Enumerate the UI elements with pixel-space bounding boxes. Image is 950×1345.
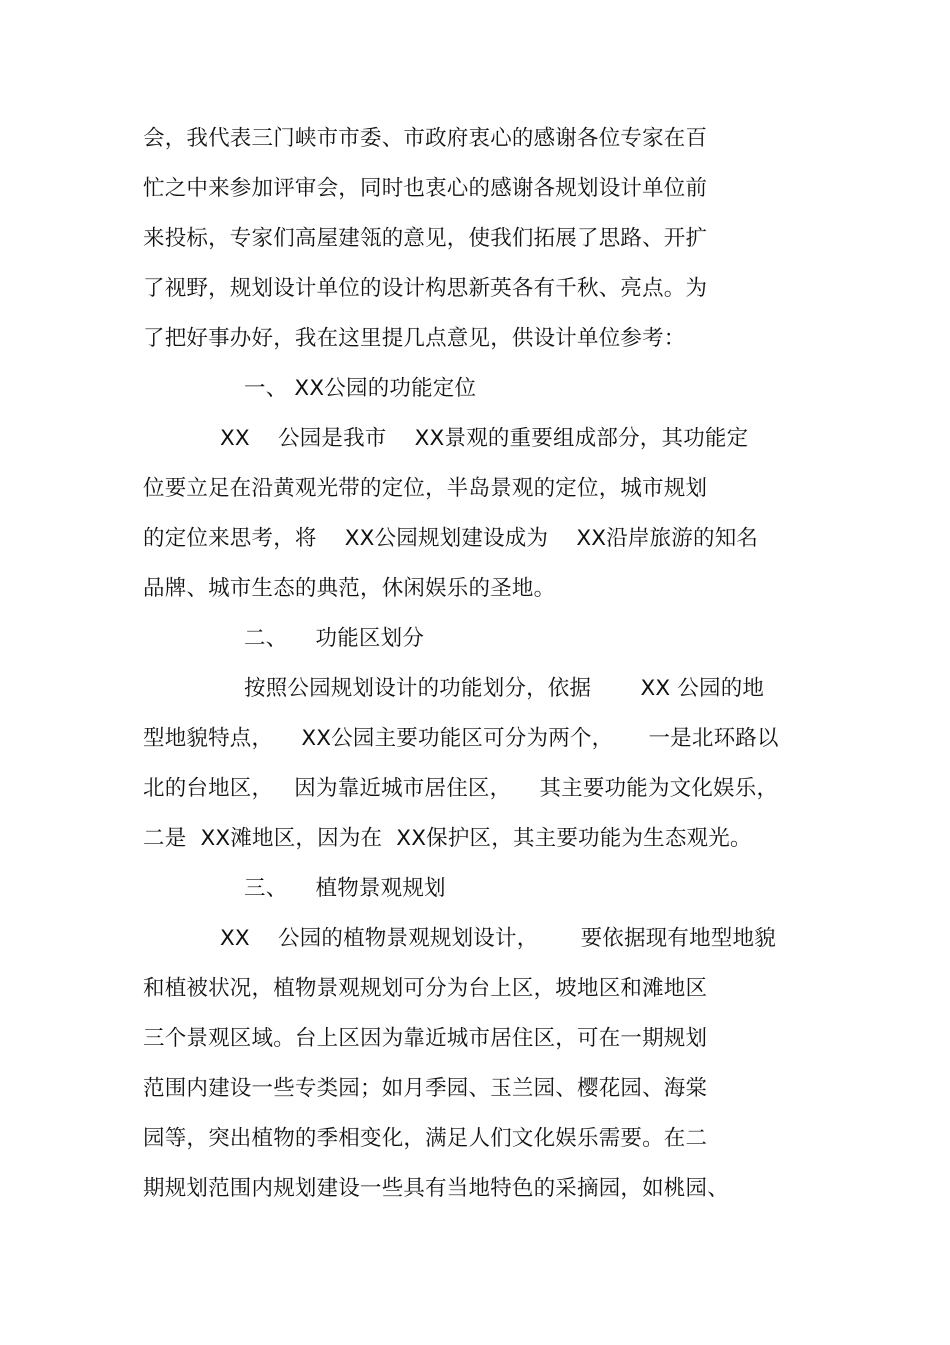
paragraph-line: 忙之中来参加评审会，同时也衷心的感谢各规划设计单位前: [143, 176, 708, 201]
paragraph-line: 按照公园规划设计的功能划分，依据 XX 公园的地: [244, 676, 765, 701]
paragraph-line: 位要立足在沿黄观光带的定位，半岛景观的定位，城市规划: [143, 476, 708, 501]
paragraph-line: 和植被状况，植物景观规划可分为台上区，坡地区和滩地区: [143, 976, 708, 1001]
paragraph-line: 品牌、城市生态的典范，休闲娱乐的圣地。: [143, 576, 556, 601]
paragraph-line: 期规划范围内规划建设一些具有当地特色的采摘园，如桃园、: [143, 1176, 729, 1201]
paragraph-line: XX 公园是我市 XX景观的重要组成部分，其功能定: [220, 426, 749, 451]
paragraph-line: 北的台地区， 因为靠近城市居住区， 其主要功能为文化娱乐，: [143, 776, 779, 801]
paragraph-line: 范围内建设一些专类园；如月季园、玉兰园、樱花园、海棠: [143, 1076, 708, 1101]
paragraph-line: 园等，突出植物的季相变化，满足人们文化娱乐需要。在二: [143, 1126, 708, 1151]
paragraph-line: 型地貌特点， XX公园主要功能区可分为两个， 一是北环路以: [143, 726, 779, 751]
paragraph-line: 的定位来思考，将 XX公园规划建设成为 XX沿岸旅游的知名: [143, 526, 759, 551]
section-heading-2: 二、 功能区划分: [244, 626, 425, 651]
paragraph-line: 二是 XX滩地区，因为在 XX保护区，其主要功能为生态观光。: [143, 826, 752, 851]
paragraph-line: 会，我代表三门峡市市委、市政府衷心的感谢各位专家在百: [143, 126, 708, 151]
section-heading-3: 三、 植物景观规划: [244, 876, 446, 901]
paragraph-line: XX 公园的植物景观规划设计， 要依据现有地型地貌: [220, 926, 776, 951]
paragraph-line: 了把好事办好，我在这里提几点意见，供设计单位参考：: [143, 326, 686, 351]
section-heading-1: 一、 XX公园的功能定位: [244, 376, 477, 401]
paragraph-line: 来投标，专家们高屋建瓴的意见，使我们拓展了思路、开扩: [143, 226, 708, 251]
paragraph-line: 了视野，规划设计单位的设计构思新英各有千秋、亮点。为: [143, 276, 708, 301]
paragraph-line: 三个景观区域。台上区因为靠近城市居住区，可在一期规划: [143, 1026, 708, 1051]
